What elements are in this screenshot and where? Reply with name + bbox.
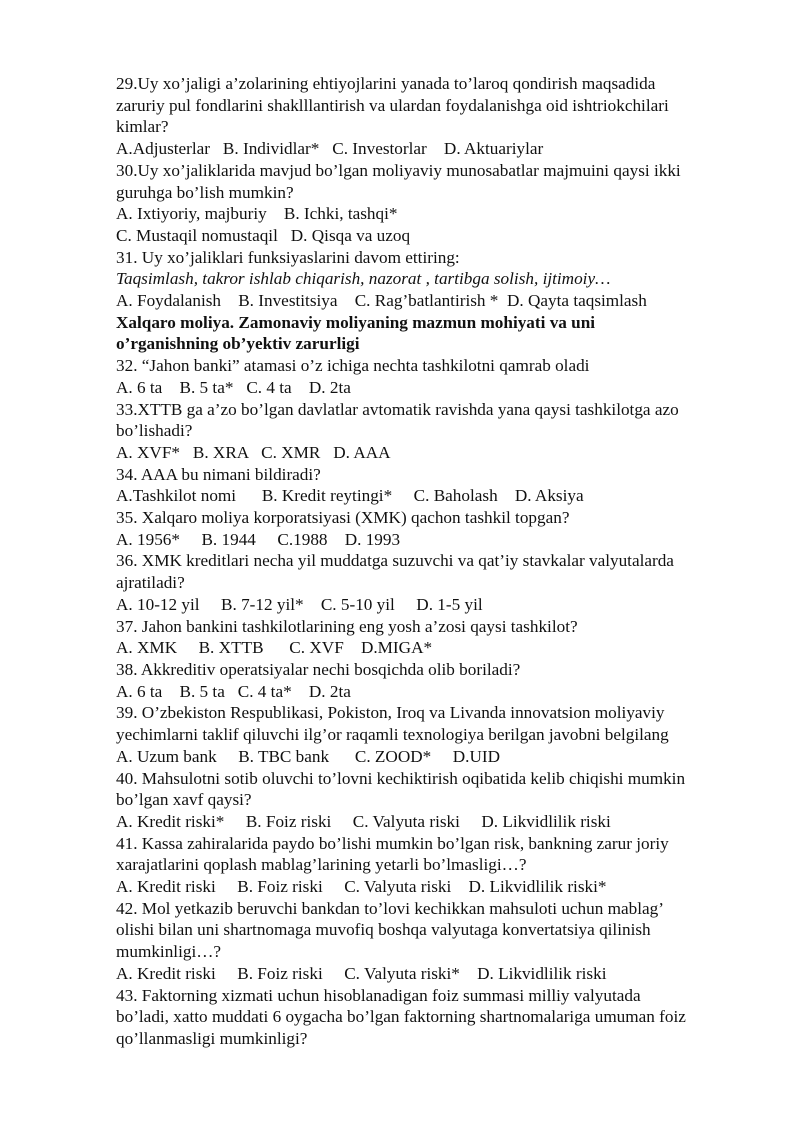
text-line: C. Mustaqil nomustaqil D. Qisqa va uzoq (116, 225, 411, 245)
text-line: A. 6 ta B. 5 ta* C. 4 ta D. 2ta (116, 377, 351, 397)
text-line: bo’lishadi? (116, 421, 193, 441)
section-heading: o’rganishning ob’yektiv zarurligi (116, 334, 360, 354)
text-line: mumkinligi…? (116, 942, 222, 962)
text-line: 32. “Jahon banki” atamasi o’z ichiga nechta tashkilotni qamrab oladi (116, 356, 590, 376)
text-line: zaruriy pul fondlarini shaklllantirish va ulardan foydalanishga oid ishtriokchilari (116, 95, 669, 115)
text-line: A. Foydalanish B. Investitsiya C. Rag’batlantirish * D. Qayta taqsimlash (116, 291, 647, 311)
text-line: A. Kredit riski B. Foiz riski C. Valyuta riski D. Likvidlilik riski* (116, 877, 607, 897)
text-line: 43. Faktorning xizmati uchun hisoblanadigan foiz summasi milliy valyutada (116, 985, 641, 1005)
text-line: 39. O’zbekiston Respublikasi, Pokiston, Iroq va Livanda innovatsion moliyaviy (116, 703, 665, 723)
text-line: 34. AAA bu nimani bildiradi? (116, 464, 321, 484)
text-line: A. XVF* B. XRA C. XMR D. AAA (116, 442, 391, 462)
text-line: 31. Uy xo’jaliklari funksiyaslarini davom ettiring: (116, 247, 460, 267)
text-line: A. Kredit riski B. Foiz riski C. Valyuta riski* D. Likvidlilik riski (116, 963, 607, 983)
text-line: A. 1956* B. 1944 C.1988 D. 1993 (116, 529, 401, 549)
text-line: Taqsimlash, takror ishlab chiqarish, nazorat , tartibga solish, ijtimoiy… (116, 269, 611, 289)
text-line: xarajatlarini qoplash mablag’larining yetarli bo’lmasligi…? (116, 855, 527, 875)
text-line: qo’llanmasligi mumkinligi? (116, 1028, 308, 1048)
text-line: 42. Mol yetkazib beruvchi bankdan to’lovi kechikkan mahsuloti uchun mablag’ (116, 898, 664, 918)
text-line: kimlar? (116, 117, 169, 137)
text-line: 33.XTTB ga a’zo bo’lgan davlatlar avtomatik ravishda yana qaysi tashkilotga azo (116, 399, 679, 419)
text-line: A. Uzum bank B. TBC bank C. ZOOD* D.UID (116, 746, 500, 766)
text-line: A. XMK B. XTTB C. XVF D.MIGA* (116, 638, 433, 658)
text-line: olishi bilan uni shartnomaga muvofiq boshqa valyutaga konvertatsiya qilinish (116, 920, 651, 940)
document-page (116, 73, 746, 1050)
text-line: 30.Uy xo’jaliklarida mavjud bo’lgan moliyaviy munosabatlar majmuini qaysi ikki (116, 160, 681, 180)
text-line: bo’lgan xavf qaysi? (116, 790, 252, 810)
text-line: 29.Uy xo’jaligi a’zolarining ehtiyojlarini yanada to’laroq qondirish maqsadida (116, 74, 656, 93)
text-line: A.Tashkilot nomi B. Kredit reytingi* C. Baholash D. Aksiya (116, 486, 584, 506)
text-line: yechimlarni taklif qiluvchi ilg’or raqamli texnologiya berilgan javobni belgilang (116, 725, 669, 745)
text-line: A. Ixtiyoriy, majburiy B. Ichki, tashqi* (116, 204, 398, 224)
text-line: 35. Xalqaro moliya korporatsiyasi (XMK) qachon tashkil topgan? (116, 508, 570, 528)
text-line: 40. Mahsulotni sotib oluvchi to’lovni kechiktirish oqibatida kelib chiqishi mumkin (116, 768, 686, 788)
text-line: A.Adjusterlar B. Individlar* C. Investorlar D. Aktuariylar (116, 139, 544, 159)
text-line: A. Kredit riski* B. Foiz riski C. Valyuta riski D. Likvidlilik riski (116, 811, 611, 831)
text-line: 36. XMK kreditlari necha yil muddatga suzuvchi va qat’iy stavkalar valyutalarda (116, 551, 674, 571)
text-line: A. 6 ta B. 5 ta C. 4 ta* D. 2ta (116, 681, 351, 701)
text-line: guruhga bo’lish mumkin? (116, 182, 294, 202)
text-line: ajratiladi? (116, 573, 185, 593)
text-line: bo’ladi, xatto muddati 6 oygacha bo’lgan faktorning shartnomalariga umuman foiz (116, 1007, 686, 1027)
text-line: 38. Akkreditiv operatsiyalar nechi bosqichda olib boriladi? (116, 659, 521, 679)
text-line: 37. Jahon bankini tashkilotlarining eng yosh a’zosi qaysi tashkilot? (116, 616, 578, 636)
text-line: A. 10-12 yil B. 7-12 yil* C. 5-10 yil D. 1-5 yil (116, 594, 483, 614)
section-heading: Xalqaro moliya. Zamonaviy moliyaning mazmun mohiyati va uni (116, 312, 596, 332)
text-line: 41. Kassa zahiralarida paydo bo’lishi mumkin bo’lgan risk, bankning zarur joriy (116, 833, 669, 853)
